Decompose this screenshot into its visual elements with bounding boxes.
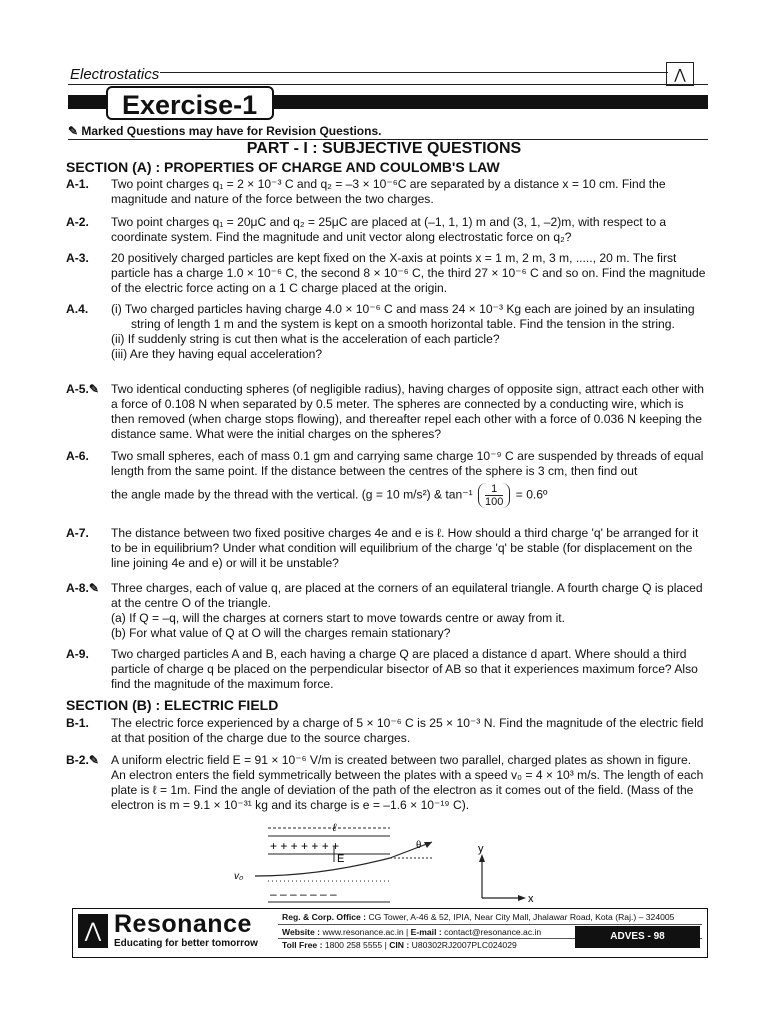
section-b-title: SECTION (B) : ELECTRIC FIELD xyxy=(66,697,279,713)
length-label: ℓ xyxy=(332,822,337,834)
marked-note: ✎ Marked Questions may have for Revision Questions. xyxy=(68,124,382,138)
topic-title: Electrostatics xyxy=(70,66,160,83)
velocity-label: v₀ xyxy=(234,871,244,882)
part-title: PART - I : SUBJECTIVE QUESTIONS xyxy=(246,140,522,157)
header-rule xyxy=(160,72,668,73)
question-a5: A-5.✎ Two identical conducting spheres (of negligible radius), having charges of opposite sign, attract each other with a force of 0.108 N when separated by 0.5 meter. The spheres are connected by a conducting wire, which is then removed (when charge stops flowing), and thereafter repel each other with a force of 0.036 N keeping the distance same. What were the initial charges on the spheres? xyxy=(66,382,704,441)
question-a3: A-3. 20 positively charged particles are kept fixed on the X-axis at points x = 1 m, 2 m, 3 m, ....., 20 m. The first particle has a charge 1.0 × 10⁻⁶ C, the second 8 × 10⁻⁶ C, the third 27 × 10⁻⁶ C and so on. Find the magnitude of the electric force acting on a 1 C charge placed at the origin. xyxy=(66,251,706,295)
brand-mini-icon: ⋀ xyxy=(666,62,694,86)
pencil-icon: ✎ xyxy=(68,124,82,138)
fraction: $\frac{1}{100}$ xyxy=(478,483,510,508)
section-a-title: SECTION (A) : PROPERTIES OF CHARGE AND COULOMB'S LAW xyxy=(66,159,500,175)
question-a7: A-7. The distance between two fixed positive charges 4e and e is ℓ. How should a third charge 'q' be arranged for it to be in equilibrium? Under what condition will equilibrium of the charge 'q' be stable (for displacement on the line joining 4e and e) or will it be unstable? xyxy=(66,526,699,570)
office-address: Reg. & Corp. Office : CG Tower, A-46 & 52, IPIA, Near City Mall, Jhalawar Road, Kota (Raj.) – 324005 xyxy=(282,912,675,922)
question-a8: A-8.✎ Three charges, each of value q, are placed at the corners of an equilateral triangle. A fourth charge Q is placed at the centre O of the triangle. (a) If Q = –q, will the charges at corners start to move towards centre or away from it. (b) For what value of Q at O will the charges remain stationary? xyxy=(66,581,703,640)
question-a1: A-1. Two point charges q₁ = 2 × 10⁻³ C and q₂ = –3 × 10⁻⁶C are separated by a distance x = 10 cm. Find the magnitude and nature of the force between the two charges. xyxy=(66,177,666,206)
page-code: ADVES - 98 xyxy=(575,926,700,948)
plates-figure xyxy=(220,818,550,906)
brand-tagline: Educating for better tomorrow xyxy=(114,938,258,949)
question-a9: A-9. Two charged particles A and B, each having a charge Q are placed a distance d apart. Where should a third particle of charge q be placed on the perpendicular bisector of AB so that it experiences maximum force? Also find the magnitude of the maximum force. xyxy=(66,647,698,691)
question-a2: A-2. Two point charges q₁ = 20μC and q₂ = 25μC are placed at (–1, 1, 1) m and (3, 1, –2)m, with respect to a coordinate system. Find the magnitude and unit vector along electrostatic force on q₂? xyxy=(66,215,667,244)
exercise-title: Exercise-1 xyxy=(106,86,274,120)
pencil-icon: ✎ xyxy=(88,753,99,767)
field-label: E xyxy=(337,853,345,865)
brand xyxy=(76,912,270,952)
question-a6: A-6. Two small spheres, each of mass 0.1 gm and carrying same charge 10⁻⁹ C are suspended by threads of equal length from the same point. If the distance between the centres of the sphere is 3 cm, then find out the angle made by the thread with the vertical. (g = 10 m/s²) & tan⁻¹ $\frac{1}{100}$ = 0.6º xyxy=(66,449,704,508)
tollfree-line: Toll Free : 1800 258 5555 | CIN : U80302RJ2007PLC024029 xyxy=(282,940,517,950)
question-a4: A.4. (i) Two charged particles having charge 4.0 × 10⁻⁶ C and mass 24 × 10⁻³ Kg each are joined by an insulating string of length 1 m and the system is kept on a smooth horizontal table. Find the tension in the string. (ii) If suddenly string is cut then what is the acceleration of each particle? (iii) Are they having equal acceleration? xyxy=(66,302,695,361)
question-b2: B-2.✎ A uniform electric field E = 91 × 10⁻⁶ V/m is created between two parallel, charged plates as shown in figure. An electron enters the field symmetrically between the plates with a speed v₀ = 4 × 10³ m/s. The length of each plate is ℓ = 1m. Find the angle of deviation of the path of the electron as it comes out of the field. (Mass of the electron is m = 9.1 × 10⁻³¹ kg and its charge is e = –1.6 × 10⁻¹⁹ C). xyxy=(66,753,704,812)
theta-label: θ xyxy=(416,839,422,851)
footer-divider xyxy=(278,924,702,925)
contact-line: Website : www.resonance.ac.in | E-mail : contact@resonance.ac.in xyxy=(282,927,542,937)
axis-x-label: x xyxy=(528,893,534,905)
pencil-icon: ✎ xyxy=(88,581,99,595)
bottom-plate-charges: – – – – – – – xyxy=(270,887,337,901)
brand-name: Resonance xyxy=(114,910,252,938)
axis-y-label: y xyxy=(478,843,484,855)
pencil-icon: ✎ xyxy=(88,382,99,396)
top-plate-charges: + + + + + + + xyxy=(270,839,340,853)
question-b1: B-1. The electric force experienced by a charge of 5 × 10⁻⁶ C is 25 × 10⁻³ N. Find the magnitude of the electric field at that position of the charge due to the source charges. xyxy=(66,716,704,745)
resonance-logo-icon: ⋀ xyxy=(78,914,108,948)
header-rule-lower xyxy=(68,84,708,85)
